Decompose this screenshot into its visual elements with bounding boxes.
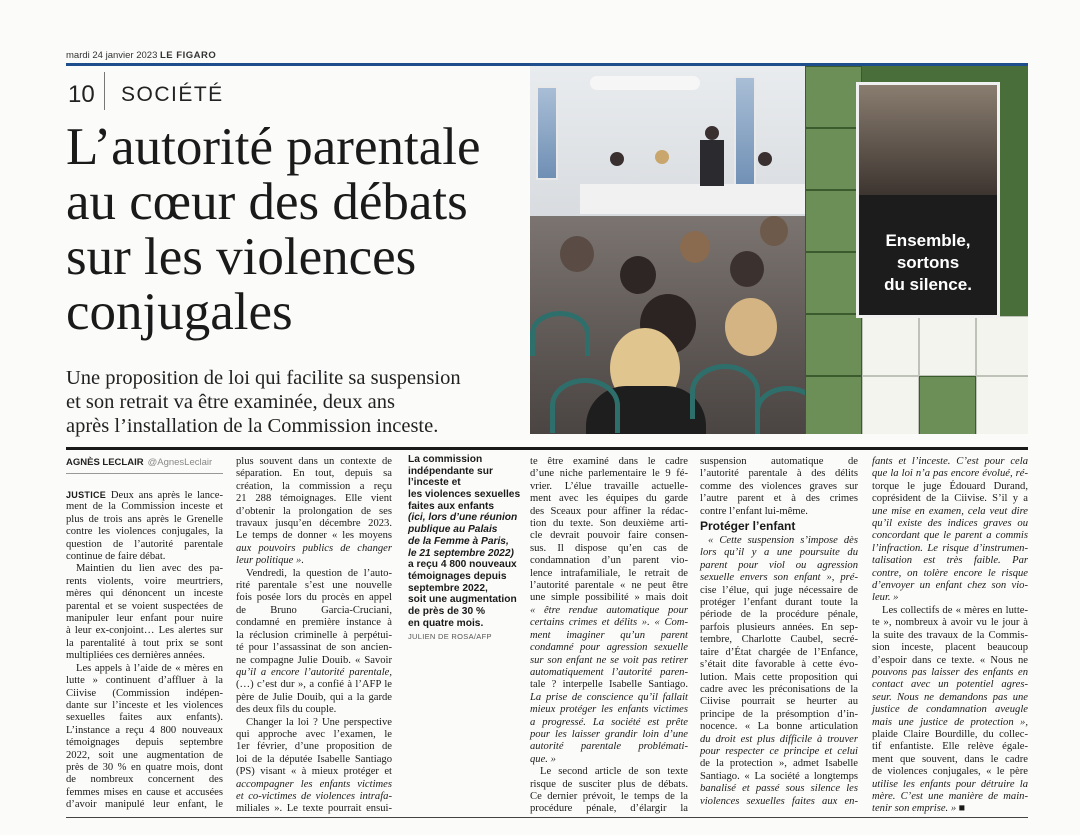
text-line: protéger l’enfant durant toute la (700, 597, 858, 609)
text-line: Ciivise pourrait se heurter au (700, 696, 858, 708)
text-line: contre les violences conjugales, la (66, 526, 223, 538)
text-line: « être rendue automatique pour (530, 604, 688, 616)
article-photo (530, 66, 1028, 434)
poster-text-line: Ensemble, sortons (885, 231, 971, 272)
text-line: dante sur l’inceste et les violences (66, 699, 223, 711)
text-line: plus souvent dans un contexte de (236, 456, 392, 467)
caption-line: publique au Palais (408, 524, 498, 536)
text-line: lence intrafamiliale, le retrait de (530, 567, 688, 579)
text-line: période de la procédure pénale, (700, 609, 858, 621)
text-line (66, 489, 223, 501)
text-line: tenir son emprise. » ■ (872, 803, 966, 815)
column-5 (700, 456, 858, 808)
text-line: pour respecter ce principe et celui (700, 745, 858, 757)
text-line: et co-victimes de violences intrafa- (236, 790, 392, 802)
text-line: vrier. L’élue travaille actuelle- (530, 480, 688, 492)
text-line: te », nombreux à avoir vu le jour à (872, 617, 1028, 629)
caption-line: La commission (408, 454, 483, 465)
text-line: l’infraction. Le risque d’instrumen- (872, 542, 1028, 554)
photo-window (536, 86, 558, 180)
text-line: Santiago. « La société a longtemps (700, 770, 858, 782)
text-line: parent pour viol ou agression (700, 559, 858, 571)
text-line: taire d’État chargée de l’Enfance, (700, 646, 858, 658)
text-line: procédure pénale, d’élargir la (530, 803, 688, 815)
text-line: aux pouvoirs publics de changer (236, 542, 392, 554)
text-line: rents violents, voire meurtriers, (66, 575, 223, 587)
text-line: talisation est très faible. Par (872, 555, 1028, 567)
text-line: comme des violences graves sur (700, 480, 858, 492)
poster-text (859, 230, 997, 296)
caption-line: de près de 30 % (408, 605, 486, 617)
author-name: AGNÈS LECLAIR (66, 457, 144, 468)
text-line: tale ? interpelle Isabelle Santiago. (530, 679, 688, 691)
text-line: leur. » (872, 592, 899, 604)
text-line: à leur ex-conjoint… Les alertes sur (66, 625, 223, 637)
text-line: pour les laisser grandir loin d’une (530, 728, 688, 740)
text-line: 1er février, d’une proposition de (236, 741, 392, 753)
text-line: condamnation d’un parent vio- (530, 555, 688, 567)
text-line: qui approche avec l’examen, le (236, 728, 392, 740)
headline (66, 120, 536, 340)
text-line: (…) c’est dur », a confié à l’AFP le (236, 679, 392, 691)
caption-line: soit une augmentation (408, 594, 517, 606)
text-line: suspension automatique de (700, 456, 858, 467)
text-line: té pour l’assassinat de son ancien- (236, 642, 392, 654)
text-line: des deux fils du couple. (236, 704, 337, 716)
text-line: l’autre parent et à des crimes (700, 493, 858, 505)
caption-line: a reçu 4 800 nouveaux (408, 559, 517, 571)
text-line: de nombreux concernent des (66, 774, 223, 786)
text-line: Maintien du lien avec des pa- (76, 563, 223, 575)
text-line: fois posée lors du procès en appel (236, 592, 392, 604)
photo-light (590, 76, 700, 90)
text-line: une mise en examen, cela veut dire (872, 505, 1028, 517)
text-line: d’espoir dans ce texte. « Nous ne (872, 654, 1028, 666)
caption-line: faites aux enfants (408, 500, 495, 512)
text-line: d’avoir manipulé leur enfant, le (66, 799, 223, 811)
caption-line: de la Femme à Paris, (408, 535, 509, 547)
caption-line: (ici, lors d’une réunion (408, 512, 518, 524)
text-line: banalisé et passé sous silence les (700, 783, 858, 795)
text-line: du droit est plus difficile à trouver (700, 733, 858, 745)
text-line: Les appels à l’aide de « mères en (76, 662, 223, 674)
byline (66, 457, 212, 468)
text-line: de la protection », admet Isabelle (700, 758, 858, 770)
standfirst-line: après l’installation de la Commission inceste. (66, 415, 439, 437)
text-line: a progressé. La société est prête (530, 716, 688, 728)
section-title: SOCIÉTÉ (121, 83, 224, 106)
masthead (66, 50, 216, 61)
text-line: mère. C’est une manière de main- (872, 790, 1028, 802)
text-line: que. » (530, 753, 556, 765)
text-line: condamné pour agression sexuelle (530, 642, 688, 654)
text-line: (PS) visant « à mieux protéger et (236, 766, 392, 778)
text-line: lors qu’il y a une poursuite du (700, 547, 858, 559)
text-line: ment que souvent, dans le cadre (872, 753, 1028, 765)
text-line: continue de faire débat. (66, 551, 166, 563)
column-1 (66, 489, 223, 812)
caption-line: témoignages depuis (408, 570, 507, 582)
poster-image (859, 85, 997, 195)
text-line-first: Deux ans après le lance- (110, 490, 223, 501)
text-line: l’autorité parentale « ne peut être (530, 580, 688, 592)
text-line: te être examiné dans le cadre (530, 456, 688, 467)
text-line: Ciivise (Commission indépen- (66, 687, 223, 699)
text-line: qu’il existe des indices graves ou (872, 518, 1028, 530)
text-line: condamné en première instance à (236, 617, 392, 629)
text-line: ment imaginer qu’un parent (530, 629, 688, 641)
author-twitter[interactable]: @AgnesLeclair (147, 457, 213, 468)
text-line: parfois plusieurs années. En sep- (700, 621, 858, 633)
text-line: La prise de conscience qu’il fallait (530, 691, 688, 703)
text-line: Vendredi, la question de l’auto- (246, 567, 392, 579)
text-line: lutte » continuent d’affluer à la (66, 675, 223, 687)
text-line: la suite des travaux de la Commis- (872, 629, 1028, 641)
text-line: femmes mises en cause et accusées (66, 786, 223, 798)
text-line: 21 288 témoignages. Elle vient (236, 493, 392, 505)
text-line: certains crimes et délits ». « Com- (530, 617, 688, 629)
text-line: automatiquement l’autorité paren- (530, 666, 688, 678)
text-line: justice de condamnation aveugle (872, 704, 1028, 716)
headline-line: sur les violences (66, 228, 417, 286)
caption-line: en quatre mois. (408, 617, 484, 629)
text-line: violences sexuelles faites aux en- (700, 795, 858, 807)
text-line: autorité parentale problémati- (530, 741, 688, 753)
text-line: d’obtenir la prolongation de ses (236, 505, 392, 517)
text-line: la parentalité à tout prix se sont (66, 637, 223, 649)
text-line: L’instance a reçu 4 800 nouveaux (66, 724, 223, 736)
text-line: Le temps de donner « les moyens (236, 530, 392, 542)
text-line: une simple possibilité » mais doit (530, 592, 688, 604)
standfirst-line: et son retrait va être examinée, deux ans (66, 391, 395, 413)
text-line: création, la commission a reçu (236, 480, 392, 492)
text-line: manipuler leur enfant pour nuire (66, 613, 223, 625)
text-line: cise l’élue, qui juge nécessaire de (700, 584, 858, 596)
text-line: travaux jusqu’en décembre 2023. (236, 518, 392, 530)
headline-line: au cœur des débats (66, 173, 468, 231)
text-line: sur son enfant ne se voit pas retirer (530, 654, 688, 666)
text-line: de Bruno Garcia-Cruciani, (236, 604, 392, 616)
standfirst-line: Une proposition de loi qui facilite sa suspension (66, 367, 461, 389)
headline-line: conjugales (66, 283, 293, 341)
text-line: sexuelle envers son enfant », pré- (700, 572, 858, 584)
photo-panel-table (580, 184, 810, 214)
text-line: leur politique ». (236, 555, 304, 567)
text-line: plaide Claire Bourdille, du collec- (872, 728, 1028, 740)
text-line: s’était dite favorable à cette évo- (700, 659, 858, 671)
text-line: coprésident de la Ciivise. S’il y a (872, 493, 1028, 505)
caption-line: septembre 2022, (408, 582, 488, 594)
text-line: loi de la députée Isabelle Santiago (236, 753, 392, 765)
text-line: Changer la loi ? Une perspective (246, 716, 392, 728)
text-line: témoignages depuis septembre (66, 737, 223, 749)
text-line: mieux protéger les enfants victimes (530, 704, 688, 716)
text-line: lution. Mais cette proposition qui (700, 671, 858, 683)
subheading: Protéger l’enfant (700, 519, 796, 534)
text-line: contact avec un potentiel agres- (872, 679, 1028, 691)
caption-line: l’inceste et (408, 477, 461, 489)
text-line: mères qui dénoncent un inceste (66, 588, 223, 600)
text-line: contre l’enfant lui-même. (700, 505, 808, 517)
text-line: sus. Il dispose qu’en cas de (530, 542, 688, 554)
text-line: l’autorité parentale à des délits (700, 468, 858, 480)
text-line: sexuelles faites aux enfants). (66, 712, 223, 724)
caption-line: le 21 septembre 2022) (408, 547, 514, 559)
text-line: parental et se voient suspectées de (66, 600, 223, 612)
text-line: la réclusion criminelle à perpétui- (236, 629, 392, 641)
text-line: ment avec les équipes du garde (530, 493, 688, 505)
text-line: d’envoyer un enfant chez son vio- (872, 580, 1028, 592)
byline-rule (66, 473, 223, 474)
text-line: concordant que le parent a commis (872, 530, 1028, 542)
photo-caption (408, 454, 521, 643)
text-line: ment de la Commission inceste et (66, 501, 223, 513)
section-divider (104, 72, 105, 110)
text-line: que la loi n’a pas encore évolué, ré- (872, 468, 1028, 480)
caption-line: les violences sexuelles (408, 489, 521, 501)
text-line: des Sceaux pour affiner la rédac- (530, 505, 688, 517)
text-line: risque de susciter plus de débats. (530, 778, 688, 790)
text-line: « Cette suspension s’impose dès (708, 535, 858, 547)
text-line: plus de trois ans après le Grenelle (66, 513, 223, 525)
text-line: séparation. En tout, depuis sa (236, 468, 392, 480)
text-line: multipliées ces dernières années. (66, 650, 205, 662)
text-line: tion du texte. Son deuxième arti- (530, 518, 688, 530)
text-line: rité parentale s’est une nouvelle (236, 580, 392, 592)
text-line: qu’il a encore l’autorité parentale, (236, 666, 392, 678)
text-line: seur. Nous ne demandons pas une (872, 691, 1028, 703)
text-line: torque le juge Édouard Durand, (872, 480, 1028, 492)
text-line: sion inceste, placent beaucoup (872, 642, 1028, 654)
text-line: Ce dernier prévoit, le temps de la (530, 790, 688, 802)
text-line: utilise les enfants pour détruire la (872, 778, 1028, 790)
text-line: principe de la présomption d’in- (700, 708, 858, 720)
text-line: père de Julie Douib, qui a la garde (236, 691, 392, 703)
standfirst (66, 366, 511, 438)
text-line: tif enfantiste. Elle relève égale- (872, 741, 1028, 753)
text-line: ne compagne Julie Douib. « Savoir (236, 654, 392, 666)
text-line: de violences conjugales, « le père (872, 766, 1028, 778)
text-line: cle devrait pouvoir faire consen- (530, 530, 688, 542)
text-line: nocence. « La bonne articulation (700, 721, 858, 733)
footer-rule (66, 817, 1028, 818)
page-number: 10 (68, 81, 95, 108)
text-line: contre, on tolère encore le risque (872, 567, 1028, 579)
text-line: accompagner les enfants victimes (236, 778, 392, 790)
newspaper-name: LE FIGARO (160, 50, 217, 61)
text-line: près de 30 % en quatre mois, dont (66, 761, 223, 773)
photo-poster (856, 82, 1000, 318)
text-line: cadre avec les préconisations de la (700, 683, 858, 695)
text-line: fants et l’inceste. C’est pour cela (872, 456, 1028, 467)
text-line: Les collectifs de « mères en lutte- (882, 604, 1028, 616)
text-line: d’une niche parlementaire le 9 fé- (530, 468, 688, 480)
text-line: question de l’autorité parentale (66, 538, 223, 550)
issue-date: mardi 24 janvier 2023 (66, 50, 158, 61)
column-2 (236, 456, 392, 816)
text-line: miliales ». Le texte pourrait ensui- (236, 803, 392, 815)
article-kicker: JUSTICE (66, 490, 107, 500)
text-line: 2022, soit une augmentation de (66, 749, 223, 761)
separator-rule (66, 447, 1028, 450)
text-line: pouvons pas laisser des enfants en (872, 666, 1028, 678)
photo-credit: JULIEN DE ROSA/AFP (408, 632, 492, 642)
headline-line: L’autorité parentale (66, 118, 481, 176)
column-6 (872, 456, 1028, 816)
text-line: Le second article de son texte (540, 766, 688, 778)
photo-window (734, 76, 756, 190)
text-line: mais une justice de protection », (872, 716, 1028, 728)
column-4 (530, 456, 688, 816)
caption-line: indépendante sur (408, 465, 493, 477)
poster-text-line: du silence. (884, 275, 972, 294)
text-line: tembre, Charlotte Caubel, secré- (700, 634, 858, 646)
